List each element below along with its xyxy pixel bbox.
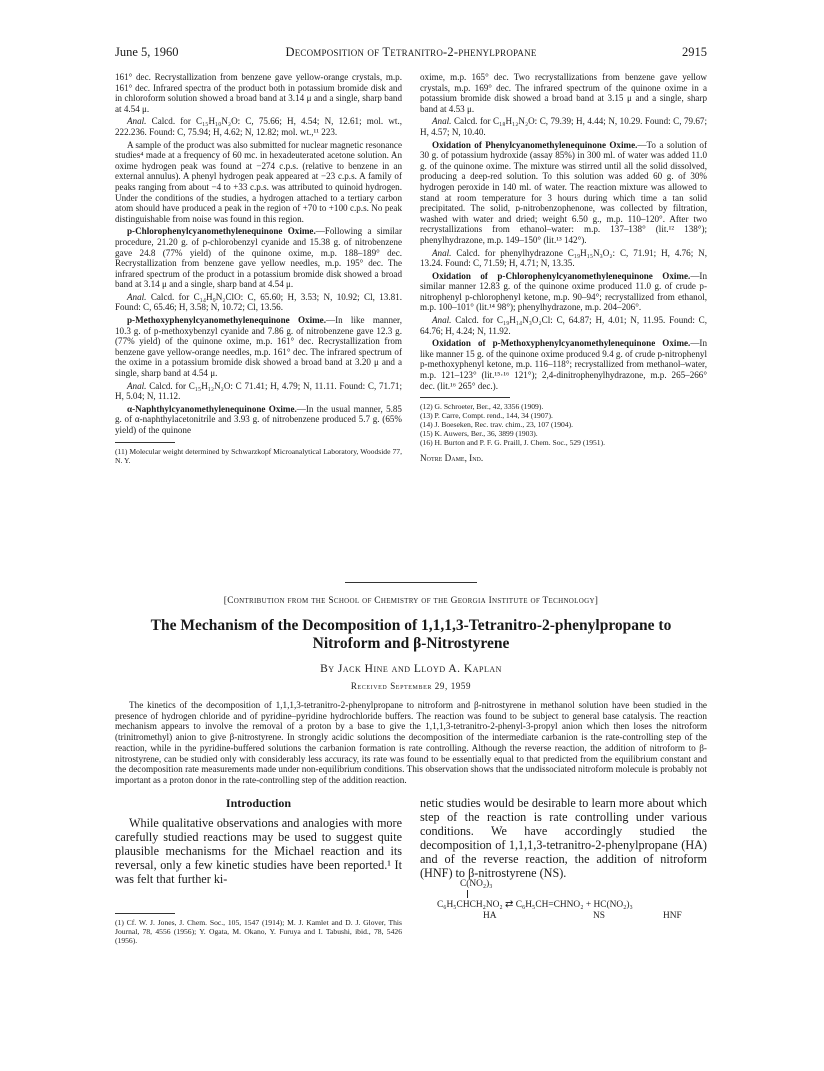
footnote: (1) Cf. W. J. Jones, J. Chem. Soc., 105, 1547 (1914); M. J. Kamlet and D. J. Glover, This Journal, 78, 4556 (1956); Y. Ogata, M. Okano, Y. Furuya and I. Tabushi, ibid., 78, 5426 (1956). bbox=[115, 918, 402, 946]
analysis-line bbox=[420, 116, 707, 137]
section-paragraph bbox=[420, 140, 707, 246]
product-formula: HC(NO₂)₃ bbox=[593, 900, 633, 910]
footnote: (11) Molecular weight determined by Schwarzkopf Microanalytical Laboratory, Woodside 77, N. Y. bbox=[115, 446, 402, 465]
section-paragraph bbox=[115, 226, 402, 290]
section-paragraph bbox=[115, 404, 402, 436]
plus-sign: + bbox=[585, 900, 592, 910]
section-heading-introduction: Introduction bbox=[225, 796, 292, 810]
paragraph-text: —In like manner, 10.3 g. of p-methoxybenzyl cyanide and 7.86 g. of nitrobenzene gave 12.3 g. (77% yield) of the quinone oxime, m.p. 161° dec. Recrystallization from benzene gave yellow-orange needles, m.p. 161° dec. The infrared spectrum of the oxime in a potassium bromide disk showed a broad band at 3.20 μ and a single, sharp band at 4.54 μ. bbox=[115, 315, 402, 379]
article-title bbox=[115, 617, 707, 653]
right-column bbox=[420, 72, 707, 464]
section-heading: Oxidation of p-Methoxyphenylcyanomethylenequinone Oxime. bbox=[432, 338, 691, 349]
reactant-formula: C₆H₅CHCH₂NO₂ bbox=[437, 900, 503, 910]
compound-label: NS bbox=[593, 911, 605, 921]
substituent-group: C(NO₂)₃ bbox=[460, 879, 493, 889]
issue-date: June 5, 1960 bbox=[115, 45, 179, 59]
title-line: Nitroform and β-Nitrostyrene bbox=[312, 635, 510, 652]
contribution-line: [Contribution from the School of Chemistry of the Georgia Institute of Technology] bbox=[223, 596, 599, 606]
anal-label: Anal. bbox=[127, 380, 147, 391]
paragraph-text: —In like manner 15 g. of the quinone oxime produced 9.4 g. of crude p-nitrophenyl p-methoxyphenyl ketone, m.p. 116–118°; recrystallized from methanol–water, m.p. 121–123° (lit.¹⁵·¹⁶ 121°); 2,4-dinitrophenylhydrazone, m.p. 265–266° dec. (lit.¹⁶ 265° dec.). bbox=[420, 338, 707, 391]
received-date: Received September 29, 1959 bbox=[350, 681, 472, 691]
left-column bbox=[115, 72, 402, 465]
section-paragraph bbox=[420, 271, 707, 313]
footnote: (14) J. Boeseken, Rec. trav. chim., 23, 107 (1904). bbox=[420, 420, 574, 430]
author-line: By Jack Hine and Lloyd A. Kaplan bbox=[320, 663, 502, 675]
footnote: (12) G. Schroeter, Ber., 42, 3356 (1909). bbox=[420, 402, 544, 412]
anal-label: Anal. bbox=[127, 116, 147, 127]
paragraph: oxime, m.p. 165° dec. Two recrystallizations from benzene gave yellow crystals, m.p. 169° dec. The infrared spectrum of the quinone oxime in a potassium bromide disk showed a broad band at 3.15 μ and a single, sharp band at 4.53 μ. bbox=[420, 72, 707, 114]
paragraph: 161° dec. Recrystallization from benzene gave yellow-orange crystals, m.p. 161° dec. Infrared spectra of the product both in potassium bromide disk and in chloroform solution showed a broad band at 3.14 μ and a single, sharp band at 4.54 μ. bbox=[115, 72, 402, 114]
section-paragraph bbox=[115, 315, 402, 379]
compound-label: HA bbox=[483, 911, 497, 921]
paragraph-text: —In similar manner 12.83 g. of the quinone oxime produced 11.0 g. of crude p-nitrophenyl p-chlorophenyl ketone, m.p. 90–94°; recrystallized from ethanol, m.p. 100–101° (lit.¹⁴ 98°); phenylhydrazone, m.p. 204–206°. bbox=[420, 270, 707, 313]
section-heading: Oxidation of p-Chlorophenylcyanomethylenequinone Oxime. bbox=[432, 270, 691, 281]
anal-text: Calcd. for C₁₄H₉N₂ClO: C, 65.60; H, 3.53; N, 10.92; Cl, 13.81. Found: C, 65.46; H, 3.58; N, 10.72; Cl, 13.56. bbox=[115, 291, 402, 313]
anal-text: Calcd. for C₁₈H₁₂N₂O: C, 79.39; H, 4.44; N, 10.29. Found: C, 79.67; H, 4.57; N, 10.40. bbox=[420, 116, 707, 137]
paragraph: A sample of the product was also submitted for nuclear magnetic resonance studies⁴ made at a frequency of 60 mc. in hexadeuterated acetone solution. An oxime hydrogen peak was found at −274 c.p.s. (relative to benzene in an external annulus). A phenyl hydrogen peak appeared at −23 c.p.s. A family of peaks ranging from about −4 to +33 c.p.s. was attributed to quinoid hydrogen. Under the conditions of the studies, a hydrogen attached to a tertiary carbon atom should have produced a peak in the region of +70 to +100 c.p.s. No peak distinguishable from noise was found in this region. bbox=[115, 139, 402, 224]
intro-right-column bbox=[420, 796, 707, 880]
footnote: (15) K. Auwers, Ber., 36, 3899 (1903). bbox=[420, 429, 538, 439]
anal-text: Calcd. for C₁₅H₁₂N₂O: C 71.41; H, 4.79; N, 11.11. Found: C, 71.71; H, 5.04; N, 11.12. bbox=[115, 380, 402, 402]
intro-footnote-block bbox=[115, 913, 402, 946]
footnote-rule bbox=[420, 397, 510, 398]
article-divider bbox=[345, 582, 477, 583]
footnote-list bbox=[420, 402, 707, 447]
section-heading: p-Chlorophenylcyanomethylenequinone Oxime. bbox=[127, 226, 316, 237]
location-line: Notre Dame, Ind. bbox=[420, 453, 484, 464]
anal-text: Calcd. for C₁₅H₁₀N₂O: C, 75.66; H, 4.54; N, 12.61; mol. wt., 222.236. Found: C, 75.94; H, 4.62; N, 12.82; mol. wt.,¹¹ 223. bbox=[115, 116, 402, 137]
anal-text: Calcd. for C₁₉H₁₄N₃O₂Cl: C, 64.87; H, 4.01; N, 11.95. Found: C, 64.76; H, 4.24; N, 11.92. bbox=[420, 315, 707, 336]
footnote: (16) H. Burton and P. F. G. Praill, J. Chem. Soc., 529 (1951). bbox=[420, 438, 606, 448]
anal-label: Anal. bbox=[432, 315, 452, 326]
analysis-line bbox=[115, 292, 402, 313]
page-number: 2915 bbox=[682, 45, 707, 59]
footnote-rule bbox=[115, 442, 175, 443]
paragraph-text: —Following a similar procedure, 21.20 g. of p-chlorobenzyl cyanide and 15.38 g. of nitrobenzene gave 24.8 (77% yield) of the quinone oxime, m.p. 188–189° dec. Recrystallization from benzene gave yellow needles, m.p. 195° dec. The infrared spectrum of the product in a potassium bromide disk showed a broad band at 3.14 μ and a single, sharp band at 4.54 μ. bbox=[115, 226, 402, 290]
analysis-line bbox=[420, 248, 707, 269]
section-heading: α-Naphthylcyanomethylenequinone Oxime. bbox=[127, 403, 297, 414]
footnote: (13) P. Carre, Compt. rend., 144, 34 (1907). bbox=[420, 411, 553, 421]
anal-label: Anal. bbox=[127, 291, 147, 302]
paragraph-text: —In the usual manner, 5.85 g. of α-naphthylacetonitrile and 3.93 g. of nitrobenzene produced 5.7 g. (65% yield) of the quinone bbox=[115, 403, 402, 435]
footnote-rule bbox=[115, 913, 175, 914]
abstract: The kinetics of the decomposition of 1,1,1,3-tetranitro-2-phenylpropane to nitroform and β-nitrostyrene in methanol solution have been studied in the presence of hydrogen chloride and of pyridine–pyridine hydrochloride buffers. The reaction was found to be subject to general base catalysis. The reaction mechanism appears to involve the removal of a proton by a base to give the 1,1,1,3-tetranitro-2-phenyl-3-propyl anion which then loses the nitroform (trinitromethyl) anion to give β-nitrostyrene. In strongly acidic solutions the decomposition of the intermediate carbanion is the rate-controlling step of the reaction, while in the pyridine-buffered solutions the carbanion formation is rate controlling. Although the reverse reaction, the addition of nitroform to β-nitrostyrene, can be studied only with considerably less accuracy, its rate was found to be essentially equal to that predicted from the equilibrium constant and the decomposition rate measurements made under non-equilibrium conditions. This observation shows that the undissociated nitroform molecule is probably not important as a proton donor in the rate-controlling step of the addition reaction. bbox=[115, 700, 707, 785]
compound-label: HNF bbox=[663, 911, 682, 921]
equation-line bbox=[437, 899, 633, 911]
paragraph-text: —To a solution of 30 g. of potassium hydroxide (assay 85%) in 300 ml. of water was added 11.0 g. of the quinone oxime. The mixture was stirred until all the solid dissolved, producing a deep-red solution. To this solution was added 60 g. of 30% hydrogen peroxide in 140 ml. of water. The reaction mixture was allowed to stand at room temperature for 3 hours during which time a tan solid precipitated. The solid, p-nitrobenzophenone, was collected by filtration, washed with water and dried; weight 6.50 g., m.p. 110–120°. After two recrystallizations from ethanol–water: m.p. 137–138° (lit.¹² 138°); phenylhydrazone, m.p. 149–150° (lit.¹³ 142°). bbox=[420, 139, 707, 245]
anal-label: Anal. bbox=[432, 116, 452, 127]
running-title: Decomposition of Tetranitro-2-phenylpropane bbox=[285, 45, 537, 59]
anal-text: Calcd. for phenylhydrazone C₁₉H₁₅N₃O₂: C, 71.91; H, 4.76; N, 13.24. Found: C, 71.59; H, 4.71; N, 13.35. bbox=[420, 247, 707, 269]
paragraph: netic studies would be desirable to learn more about which step of the reaction is rate controlling under various conditions. We have accordingly studied the decomposition of 1,1,1,3-tetranitro-2-phenylpropane (HA) and of the reverse reaction, the addition of nitroform (HNF) to β-nitrostyrene (NS). bbox=[420, 796, 707, 880]
bond-line bbox=[467, 890, 468, 898]
paragraph: While qualitative observations and analogies with more carefully studied reactions may be used to suggest quite plausible mechanisms for the Michael reaction and its reversal, only a few kinetic studies have been reported.¹ It was felt that further ki- bbox=[115, 816, 402, 886]
running-header bbox=[115, 45, 707, 61]
title-line: The Mechanism of the Decomposition of 1,1,1,3-Tetranitro-2-phenylpropane to bbox=[150, 617, 672, 634]
intro-left-column bbox=[115, 816, 402, 886]
analysis-line bbox=[115, 116, 402, 137]
anal-label: Anal. bbox=[432, 247, 452, 258]
section-heading: p-Methoxyphenylcyanomethylenequinone Oxime. bbox=[127, 315, 326, 326]
analysis-line bbox=[420, 315, 707, 336]
section-heading: Oxidation of Phenylcyanomethylenequinone Oxime. bbox=[432, 139, 638, 150]
product-formula: C₆H₅CH=CHNO₂ bbox=[515, 900, 584, 910]
analysis-line bbox=[115, 381, 402, 402]
equilibrium-arrow-icon: ⇄ bbox=[505, 899, 514, 910]
section-paragraph bbox=[420, 338, 707, 391]
